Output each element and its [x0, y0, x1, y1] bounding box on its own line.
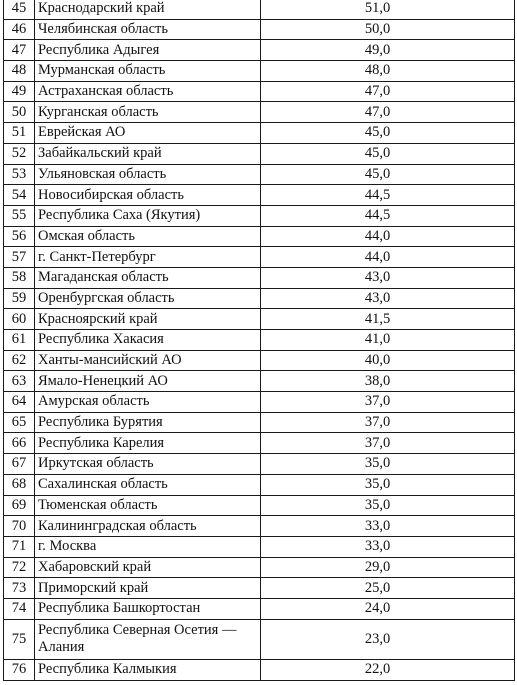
- table-row: [4, 81, 515, 102]
- rank-cell: 73: [4, 578, 35, 599]
- region-name-cell: Иркутская область: [35, 454, 261, 475]
- rank-cell: 55: [4, 205, 35, 226]
- value-cell: 49,0: [261, 40, 515, 61]
- region-name-cell: Амурская область: [35, 392, 261, 413]
- value-cell: 45,0: [261, 143, 515, 164]
- table-row: [4, 495, 515, 516]
- value-cell: 37,0: [261, 392, 515, 413]
- region-name-cell: Республика Северная Осетия — Алания: [35, 619, 261, 659]
- table-row: [4, 557, 515, 578]
- value-cell: 23,0: [261, 619, 515, 659]
- table-row: [4, 536, 515, 557]
- table-row: [4, 267, 515, 288]
- region-name-cell: Новосибирская область: [35, 185, 261, 206]
- region-name-cell: Магаданская область: [35, 267, 261, 288]
- region-name-cell: Республика Калмыкия: [35, 660, 261, 681]
- table-row: [4, 19, 515, 40]
- value-cell: 24,0: [261, 598, 515, 619]
- region-name-cell: Республика Саха (Якутия): [35, 205, 261, 226]
- table-row: [4, 516, 515, 537]
- value-cell: 47,0: [261, 81, 515, 102]
- table-row: [4, 330, 515, 351]
- table-row: [4, 0, 515, 19]
- value-cell: 37,0: [261, 412, 515, 433]
- region-name-cell: Республика Карелия: [35, 433, 261, 454]
- rank-cell: 75: [4, 619, 35, 659]
- region-name-cell: Краснодарский край: [35, 0, 261, 19]
- value-cell: 33,0: [261, 536, 515, 557]
- region-name-cell: Астраханская область: [35, 81, 261, 102]
- table-row: [4, 371, 515, 392]
- rank-cell: 66: [4, 433, 35, 454]
- value-cell: 50,0: [261, 19, 515, 40]
- region-name-cell: Курганская область: [35, 102, 261, 123]
- value-cell: 22,0: [261, 660, 515, 681]
- rank-cell: 47: [4, 40, 35, 61]
- table-row: [4, 392, 515, 413]
- rank-cell: 68: [4, 474, 35, 495]
- table-row: [4, 619, 515, 659]
- table-row: [4, 123, 515, 144]
- rank-cell: 59: [4, 288, 35, 309]
- value-cell: 47,0: [261, 102, 515, 123]
- rank-cell: 45: [4, 0, 35, 19]
- value-cell: 43,0: [261, 288, 515, 309]
- value-cell: 33,0: [261, 516, 515, 537]
- table-row: [4, 598, 515, 619]
- region-name-cell: Приморский край: [35, 578, 261, 599]
- value-cell: 43,0: [261, 267, 515, 288]
- rank-cell: 69: [4, 495, 35, 516]
- rank-cell: 49: [4, 81, 35, 102]
- table-row: [4, 288, 515, 309]
- value-cell: 35,0: [261, 454, 515, 475]
- region-name-cell: Республика Башкортостан: [35, 598, 261, 619]
- value-cell: 29,0: [261, 557, 515, 578]
- region-name-cell: г. Москва: [35, 536, 261, 557]
- table-row: [4, 433, 515, 454]
- value-cell: 51,0: [261, 0, 515, 19]
- rank-cell: 57: [4, 247, 35, 268]
- value-cell: 44,0: [261, 247, 515, 268]
- region-name-cell: Мурманская область: [35, 61, 261, 82]
- rank-cell: 70: [4, 516, 35, 537]
- region-name-cell: Забайкальский край: [35, 143, 261, 164]
- region-name-cell: г. Санкт-Петербург: [35, 247, 261, 268]
- table-row: [4, 412, 515, 433]
- rank-cell: 63: [4, 371, 35, 392]
- table-row: [4, 309, 515, 330]
- value-cell: 45,0: [261, 123, 515, 144]
- region-name-cell: Хабаровский край: [35, 557, 261, 578]
- region-name-cell: Оренбургская область: [35, 288, 261, 309]
- table-row: [4, 474, 515, 495]
- region-name-cell: Омская область: [35, 226, 261, 247]
- value-cell: 45,0: [261, 164, 515, 185]
- rank-cell: 60: [4, 309, 35, 330]
- rank-cell: 74: [4, 598, 35, 619]
- region-name-cell: Ханты-мансийский АО: [35, 350, 261, 371]
- rank-cell: 46: [4, 19, 35, 40]
- value-cell: 25,0: [261, 578, 515, 599]
- table-row: [4, 185, 515, 206]
- region-ranking-table: [3, 0, 515, 681]
- table-row: [4, 350, 515, 371]
- value-cell: 41,0: [261, 330, 515, 351]
- value-cell: 44,5: [261, 205, 515, 226]
- value-cell: 35,0: [261, 495, 515, 516]
- rank-cell: 53: [4, 164, 35, 185]
- table-row: [4, 247, 515, 268]
- value-cell: 40,0: [261, 350, 515, 371]
- value-cell: 48,0: [261, 61, 515, 82]
- table-row: [4, 578, 515, 599]
- table-row: [4, 102, 515, 123]
- table-row: [4, 164, 515, 185]
- table-row: [4, 40, 515, 61]
- table-row: [4, 454, 515, 475]
- rank-cell: 56: [4, 226, 35, 247]
- region-name-cell: Ульяновская область: [35, 164, 261, 185]
- rank-cell: 71: [4, 536, 35, 557]
- value-cell: 44,0: [261, 226, 515, 247]
- rank-cell: 61: [4, 330, 35, 351]
- region-name-cell: Республика Адыгея: [35, 40, 261, 61]
- rank-cell: 48: [4, 61, 35, 82]
- rank-cell: 64: [4, 392, 35, 413]
- region-name-cell: Республика Бурятия: [35, 412, 261, 433]
- value-cell: 37,0: [261, 433, 515, 454]
- rank-cell: 62: [4, 350, 35, 371]
- table-row: [4, 61, 515, 82]
- region-name-cell: Республика Хакасия: [35, 330, 261, 351]
- value-cell: 38,0: [261, 371, 515, 392]
- table-row: [4, 660, 515, 681]
- table-row: [4, 143, 515, 164]
- region-name-cell: Еврейская АО: [35, 123, 261, 144]
- rank-cell: 58: [4, 267, 35, 288]
- rank-cell: 50: [4, 102, 35, 123]
- rank-cell: 72: [4, 557, 35, 578]
- region-name-cell: Челябинская область: [35, 19, 261, 40]
- rank-cell: 51: [4, 123, 35, 144]
- table-row: [4, 226, 515, 247]
- value-cell: 44,5: [261, 185, 515, 206]
- region-name-cell: Сахалинская область: [35, 474, 261, 495]
- rank-cell: 65: [4, 412, 35, 433]
- table-row: [4, 205, 515, 226]
- region-name-cell: Тюменская область: [35, 495, 261, 516]
- region-name-cell: Ямало-Ненецкий АО: [35, 371, 261, 392]
- region-name-cell: Калининградская область: [35, 516, 261, 537]
- rank-cell: 52: [4, 143, 35, 164]
- region-name-cell: Красноярский край: [35, 309, 261, 330]
- rank-cell: 67: [4, 454, 35, 475]
- rank-cell: 54: [4, 185, 35, 206]
- value-cell: 35,0: [261, 474, 515, 495]
- value-cell: 41,5: [261, 309, 515, 330]
- rank-cell: 76: [4, 660, 35, 681]
- table-body: [4, 0, 515, 680]
